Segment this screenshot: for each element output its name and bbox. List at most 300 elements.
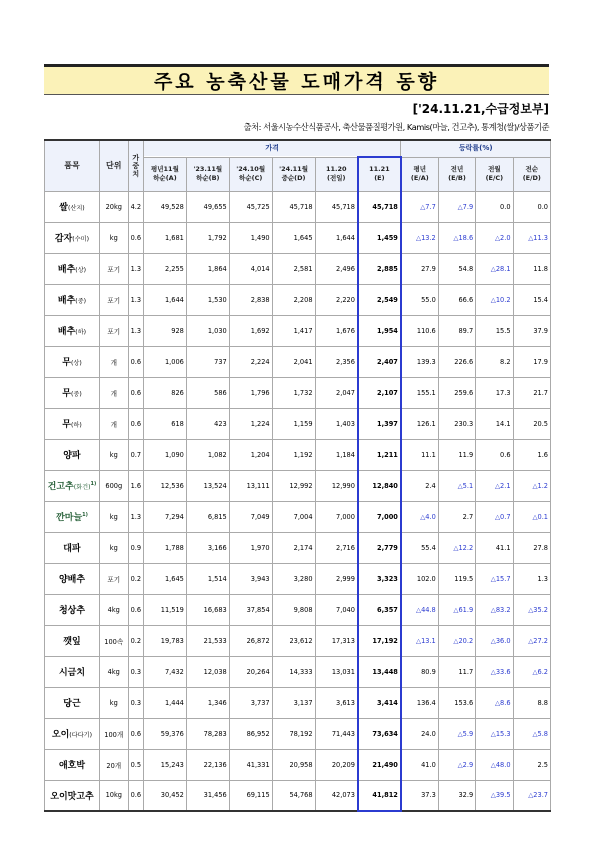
weight-cell: 0.2 bbox=[128, 625, 143, 656]
today-price-cell: 13,448 bbox=[358, 656, 401, 687]
rate-cell: △0.1 bbox=[513, 501, 550, 532]
unit-cell: 개 bbox=[99, 377, 128, 408]
price-cell: 45,718 bbox=[315, 191, 358, 222]
weight-cell: 0.6 bbox=[128, 718, 143, 749]
table-row bbox=[45, 749, 551, 780]
header-price-col bbox=[315, 157, 358, 191]
rate-cell: 21.7 bbox=[513, 377, 550, 408]
price-cell: 3,166 bbox=[186, 532, 229, 563]
price-cell: 17,313 bbox=[315, 625, 358, 656]
table-row bbox=[45, 315, 551, 346]
rate-cell: 17.9 bbox=[513, 346, 550, 377]
price-cell: 59,376 bbox=[143, 718, 186, 749]
table-row bbox=[45, 284, 551, 315]
table-row bbox=[45, 718, 551, 749]
price-cell: 7,432 bbox=[143, 656, 186, 687]
price-cell: 1,514 bbox=[186, 563, 229, 594]
rate-cell: 8.8 bbox=[513, 687, 550, 718]
price-cell: 737 bbox=[186, 346, 229, 377]
header-line: 하순(C) bbox=[239, 174, 263, 182]
price-cell: 1,644 bbox=[143, 284, 186, 315]
rate-cell: 153.6 bbox=[438, 687, 475, 718]
unit-cell: 20kg bbox=[99, 191, 128, 222]
header-rate-col bbox=[513, 157, 550, 191]
price-cell: 1,692 bbox=[229, 315, 272, 346]
header-rate-col bbox=[476, 157, 513, 191]
table-row bbox=[45, 780, 551, 811]
unit-cell: 4kg bbox=[99, 656, 128, 687]
rate-cell: △2.0 bbox=[476, 222, 513, 253]
price-cell: 49,655 bbox=[186, 191, 229, 222]
table-row bbox=[45, 439, 551, 470]
unit-cell: 포기 bbox=[99, 284, 128, 315]
price-cell: 41,331 bbox=[229, 749, 272, 780]
footnote-mark: 1) bbox=[82, 512, 88, 518]
item-label: 당근 bbox=[63, 699, 81, 709]
rate-cell: △5.9 bbox=[438, 718, 475, 749]
header-weight: 가중치 bbox=[128, 140, 143, 191]
header-line: '24.11월 bbox=[279, 165, 308, 173]
price-cell: 1,417 bbox=[272, 315, 315, 346]
table-row bbox=[45, 687, 551, 718]
price-cell: 12,038 bbox=[186, 656, 229, 687]
price-cell: 2,999 bbox=[315, 563, 358, 594]
rate-cell: △8.6 bbox=[476, 687, 513, 718]
rate-cell: △48.0 bbox=[476, 749, 513, 780]
rate-cell: 226.6 bbox=[438, 346, 475, 377]
price-cell: 30,452 bbox=[143, 780, 186, 811]
rate-cell: 54.8 bbox=[438, 253, 475, 284]
price-cell: 1,403 bbox=[315, 408, 358, 439]
unit-cell: kg bbox=[99, 501, 128, 532]
item-name bbox=[45, 501, 100, 532]
price-cell: 1,732 bbox=[272, 377, 315, 408]
price-cell: 2,356 bbox=[315, 346, 358, 377]
item-name bbox=[45, 377, 100, 408]
rate-cell: 0.6 bbox=[476, 439, 513, 470]
rate-cell: △83.2 bbox=[476, 594, 513, 625]
price-cell: 1,788 bbox=[143, 532, 186, 563]
price-cell: 3,137 bbox=[272, 687, 315, 718]
item-name bbox=[45, 222, 100, 253]
price-cell: 19,783 bbox=[143, 625, 186, 656]
unit-cell: 포기 bbox=[99, 315, 128, 346]
header-price-col bbox=[186, 157, 229, 191]
rate-cell: 2.4 bbox=[401, 470, 438, 501]
rate-cell: △33.6 bbox=[476, 656, 513, 687]
price-cell: 71,443 bbox=[315, 718, 358, 749]
unit-cell: 10kg bbox=[99, 780, 128, 811]
header-line: (전일) bbox=[326, 174, 346, 182]
item-name bbox=[45, 284, 100, 315]
header-rate-group: 등락률(%) bbox=[401, 140, 551, 157]
price-cell: 7,040 bbox=[315, 594, 358, 625]
item-name bbox=[45, 625, 100, 656]
header-line: 평년11월 bbox=[150, 165, 179, 173]
price-cell: 23,612 bbox=[272, 625, 315, 656]
price-cell: 2,220 bbox=[315, 284, 358, 315]
item-name bbox=[45, 594, 100, 625]
price-cell: 54,768 bbox=[272, 780, 315, 811]
unit-cell: kg bbox=[99, 532, 128, 563]
price-cell: 1,204 bbox=[229, 439, 272, 470]
today-price-cell: 3,323 bbox=[358, 563, 401, 594]
price-cell: 2,224 bbox=[229, 346, 272, 377]
today-price-cell: 17,192 bbox=[358, 625, 401, 656]
price-cell: 1,792 bbox=[186, 222, 229, 253]
rate-cell: 15.4 bbox=[513, 284, 550, 315]
header-line: 전년 bbox=[450, 165, 464, 173]
price-cell: 1,490 bbox=[229, 222, 272, 253]
item-name bbox=[45, 718, 100, 749]
table-row bbox=[45, 594, 551, 625]
header-line: 전순 bbox=[525, 165, 539, 173]
rate-cell: 0.0 bbox=[513, 191, 550, 222]
item-label: 건고추 bbox=[47, 482, 74, 492]
header-line: '23.11월 bbox=[193, 165, 223, 173]
weight-cell: 0.6 bbox=[128, 780, 143, 811]
price-cell: 1,444 bbox=[143, 687, 186, 718]
rate-cell: △18.6 bbox=[438, 222, 475, 253]
today-price-cell: 1,397 bbox=[358, 408, 401, 439]
price-cell: 78,283 bbox=[186, 718, 229, 749]
item-sub: (중) bbox=[75, 298, 87, 305]
unit-cell: kg bbox=[99, 687, 128, 718]
rate-cell: 139.3 bbox=[401, 346, 438, 377]
weight-cell: 0.5 bbox=[128, 749, 143, 780]
unit-cell: 포기 bbox=[99, 563, 128, 594]
rate-cell: 27.8 bbox=[513, 532, 550, 563]
price-cell: 7,294 bbox=[143, 501, 186, 532]
price-cell: 1,346 bbox=[186, 687, 229, 718]
publisher-label: ['24.11.21,수급정보부] bbox=[412, 102, 549, 116]
header-line: (E/D) bbox=[522, 174, 541, 182]
rate-cell: △23.7 bbox=[513, 780, 550, 811]
header-line: 중순(D) bbox=[281, 174, 306, 182]
price-cell: 826 bbox=[143, 377, 186, 408]
header-line: (E/C) bbox=[485, 174, 504, 182]
price-cell: 37,854 bbox=[229, 594, 272, 625]
price-cell: 1,530 bbox=[186, 284, 229, 315]
price-cell: 1,676 bbox=[315, 315, 358, 346]
weight-cell: 1.3 bbox=[128, 253, 143, 284]
rate-cell: 11.1 bbox=[401, 439, 438, 470]
price-cell: 1,644 bbox=[315, 222, 358, 253]
item-label: 오이맛고추 bbox=[50, 791, 94, 802]
header-line: 11.21 bbox=[369, 165, 390, 174]
rate-cell: 20.5 bbox=[513, 408, 550, 439]
unit-cell: 개 bbox=[99, 346, 128, 377]
table-row bbox=[45, 625, 551, 656]
rate-cell: △20.2 bbox=[438, 625, 475, 656]
rate-cell: 1.3 bbox=[513, 563, 550, 594]
item-label: 깐마늘 bbox=[56, 513, 83, 523]
rate-cell: 102.0 bbox=[401, 563, 438, 594]
price-cell: 20,209 bbox=[315, 749, 358, 780]
weight-cell: 0.6 bbox=[128, 594, 143, 625]
price-cell: 21,533 bbox=[186, 625, 229, 656]
rate-cell: 15.5 bbox=[476, 315, 513, 346]
unit-cell: 600g bbox=[99, 470, 128, 501]
header-line: 하순(A) bbox=[153, 174, 177, 182]
price-cell: 9,808 bbox=[272, 594, 315, 625]
item-label: 오이 bbox=[51, 730, 70, 740]
rate-cell: △28.1 bbox=[476, 253, 513, 284]
header-line: '24.10월 bbox=[236, 165, 266, 173]
rate-cell: 55.4 bbox=[401, 532, 438, 563]
price-cell: 11,519 bbox=[143, 594, 186, 625]
item-name bbox=[45, 532, 100, 563]
item-label: 대파 bbox=[63, 544, 81, 554]
rate-cell: △44.8 bbox=[401, 594, 438, 625]
page-title: 주요 농축산물 도매가격 동향 bbox=[44, 64, 549, 95]
item-name bbox=[45, 439, 100, 470]
table-row bbox=[45, 377, 551, 408]
rate-cell: 110.6 bbox=[401, 315, 438, 346]
price-cell: 1,184 bbox=[315, 439, 358, 470]
rate-cell: △27.2 bbox=[513, 625, 550, 656]
price-cell: 3,280 bbox=[272, 563, 315, 594]
header-price-col bbox=[272, 157, 315, 191]
header-line: 평년 bbox=[413, 165, 427, 173]
source-note: 출처: 서울시농수산식품공사, 축산물품질평가원, Kamis(마늘, 건고추), 통계청(쌀)/상품기준 bbox=[243, 122, 549, 132]
today-price-cell: 3,414 bbox=[358, 687, 401, 718]
price-cell: 2,581 bbox=[272, 253, 315, 284]
table-row bbox=[45, 563, 551, 594]
rate-cell: △0.7 bbox=[476, 501, 513, 532]
today-price-cell: 21,490 bbox=[358, 749, 401, 780]
header-line: (E) bbox=[374, 174, 385, 183]
today-price-cell: 2,885 bbox=[358, 253, 401, 284]
table-row bbox=[45, 222, 551, 253]
item-label: 감자 bbox=[54, 234, 73, 244]
price-cell: 22,136 bbox=[186, 749, 229, 780]
price-cell: 1,006 bbox=[143, 346, 186, 377]
rate-cell: 89.7 bbox=[438, 315, 475, 346]
price-cell: 13,031 bbox=[315, 656, 358, 687]
item-name bbox=[45, 191, 100, 222]
item-label: 양배추 bbox=[58, 575, 86, 585]
today-price-cell: 2,779 bbox=[358, 532, 401, 563]
rate-cell: 0.0 bbox=[476, 191, 513, 222]
table-row bbox=[45, 191, 551, 222]
item-label: 쌀 bbox=[59, 203, 68, 213]
today-price-cell: 7,000 bbox=[358, 501, 401, 532]
rate-cell: △5.1 bbox=[438, 470, 475, 501]
unit-cell: 100개 bbox=[99, 718, 128, 749]
table-row bbox=[45, 501, 551, 532]
item-name bbox=[45, 470, 100, 501]
item-name bbox=[45, 408, 100, 439]
weight-cell: 0.6 bbox=[128, 222, 143, 253]
rate-cell: 66.6 bbox=[438, 284, 475, 315]
price-cell: 6,815 bbox=[186, 501, 229, 532]
item-sub: (수미) bbox=[72, 236, 90, 243]
rate-cell: 119.5 bbox=[438, 563, 475, 594]
header-rate-col bbox=[401, 157, 438, 191]
item-label: 청상추 bbox=[58, 606, 86, 616]
price-cell: 2,716 bbox=[315, 532, 358, 563]
price-cell: 15,243 bbox=[143, 749, 186, 780]
header-price-col bbox=[229, 157, 272, 191]
unit-cell: kg bbox=[99, 222, 128, 253]
rate-cell: 32.9 bbox=[438, 780, 475, 811]
weight-cell: 0.3 bbox=[128, 656, 143, 687]
item-label: 애호박 bbox=[58, 761, 86, 771]
rate-cell: △15.3 bbox=[476, 718, 513, 749]
item-label: 무 bbox=[62, 420, 71, 430]
today-price-cell: 1,459 bbox=[358, 222, 401, 253]
table-row bbox=[45, 656, 551, 687]
rate-cell: 155.1 bbox=[401, 377, 438, 408]
table-row bbox=[45, 253, 551, 284]
item-sub: (상) bbox=[75, 267, 87, 274]
today-price-cell: 1,211 bbox=[358, 439, 401, 470]
weight-cell: 1.3 bbox=[128, 284, 143, 315]
item-sub: (다다기) bbox=[69, 732, 93, 739]
item-sub: (하) bbox=[75, 329, 87, 336]
header-line: (E/A) bbox=[410, 174, 429, 182]
rate-cell: 136.4 bbox=[401, 687, 438, 718]
header-line: 11.20 bbox=[325, 165, 347, 173]
price-cell: 1,030 bbox=[186, 315, 229, 346]
item-label: 배추 bbox=[57, 327, 76, 337]
unit-cell: 개 bbox=[99, 408, 128, 439]
header-price-group: 가격 bbox=[143, 140, 400, 157]
today-price-cell: 41,812 bbox=[358, 780, 401, 811]
price-cell: 20,264 bbox=[229, 656, 272, 687]
price-cell: 31,456 bbox=[186, 780, 229, 811]
rate-cell: △6.2 bbox=[513, 656, 550, 687]
price-cell: 3,737 bbox=[229, 687, 272, 718]
today-price-cell: 73,634 bbox=[358, 718, 401, 749]
header-rate-col bbox=[438, 157, 475, 191]
price-cell: 423 bbox=[186, 408, 229, 439]
item-label: 깻잎 bbox=[63, 637, 81, 647]
rate-cell: △35.2 bbox=[513, 594, 550, 625]
price-cell: 12,990 bbox=[315, 470, 358, 501]
item-name bbox=[45, 687, 100, 718]
price-cell: 2,047 bbox=[315, 377, 358, 408]
rate-cell: 1.6 bbox=[513, 439, 550, 470]
unit-cell: kg bbox=[99, 439, 128, 470]
price-cell: 7,004 bbox=[272, 501, 315, 532]
item-label: 무 bbox=[62, 358, 71, 368]
today-price-cell: 2,407 bbox=[358, 346, 401, 377]
price-cell: 1,090 bbox=[143, 439, 186, 470]
header-price-col bbox=[143, 157, 186, 191]
price-cell: 1,159 bbox=[272, 408, 315, 439]
price-cell: 12,536 bbox=[143, 470, 186, 501]
rate-cell: 11.9 bbox=[438, 439, 475, 470]
price-cell: 20,958 bbox=[272, 749, 315, 780]
rate-cell: △13.2 bbox=[401, 222, 438, 253]
today-price-cell: 12,840 bbox=[358, 470, 401, 501]
rate-cell: △1.2 bbox=[513, 470, 550, 501]
price-cell: 3,613 bbox=[315, 687, 358, 718]
today-price-cell: 45,718 bbox=[358, 191, 401, 222]
item-sub: (산지) bbox=[67, 205, 85, 212]
price-cell: 586 bbox=[186, 377, 229, 408]
weight-cell: 1.3 bbox=[128, 315, 143, 346]
price-cell: 1,864 bbox=[186, 253, 229, 284]
weight-cell: 1.3 bbox=[128, 501, 143, 532]
price-cell: 49,528 bbox=[143, 191, 186, 222]
header-line: (E/B) bbox=[448, 174, 466, 182]
price-cell: 1,192 bbox=[272, 439, 315, 470]
item-label: 양파 bbox=[63, 451, 81, 461]
rate-cell: △4.0 bbox=[401, 501, 438, 532]
price-cell: 2,041 bbox=[272, 346, 315, 377]
price-cell: 16,683 bbox=[186, 594, 229, 625]
price-cell: 14,333 bbox=[272, 656, 315, 687]
rate-cell: △61.9 bbox=[438, 594, 475, 625]
unit-cell: 포기 bbox=[99, 253, 128, 284]
rate-cell: 41.0 bbox=[401, 749, 438, 780]
rate-cell: △39.5 bbox=[476, 780, 513, 811]
table-row bbox=[45, 408, 551, 439]
price-cell: 7,049 bbox=[229, 501, 272, 532]
rate-cell: 11.7 bbox=[438, 656, 475, 687]
rate-cell: △11.3 bbox=[513, 222, 550, 253]
price-cell: 1,681 bbox=[143, 222, 186, 253]
rate-cell: △2.9 bbox=[438, 749, 475, 780]
weight-cell: 0.6 bbox=[128, 377, 143, 408]
price-cell: 1,224 bbox=[229, 408, 272, 439]
unit-cell: 100속 bbox=[99, 625, 128, 656]
rate-cell: 24.0 bbox=[401, 718, 438, 749]
table-row bbox=[45, 346, 551, 377]
rate-cell: 230.3 bbox=[438, 408, 475, 439]
price-cell: 7,000 bbox=[315, 501, 358, 532]
rate-cell: △7.9 bbox=[438, 191, 475, 222]
weight-cell: 4.2 bbox=[128, 191, 143, 222]
price-cell: 2,255 bbox=[143, 253, 186, 284]
rate-cell: 14.1 bbox=[476, 408, 513, 439]
rate-cell: △5.8 bbox=[513, 718, 550, 749]
item-name bbox=[45, 253, 100, 284]
item-label: 무 bbox=[62, 389, 71, 399]
rate-cell: △12.2 bbox=[438, 532, 475, 563]
price-cell: 2,496 bbox=[315, 253, 358, 284]
price-cell: 1,796 bbox=[229, 377, 272, 408]
price-cell: 2,838 bbox=[229, 284, 272, 315]
unit-cell: 4kg bbox=[99, 594, 128, 625]
item-name bbox=[45, 656, 100, 687]
rate-cell: △7.7 bbox=[401, 191, 438, 222]
item-sub: (화건) bbox=[73, 484, 91, 491]
rate-cell: 37.9 bbox=[513, 315, 550, 346]
today-price-cell: 2,107 bbox=[358, 377, 401, 408]
unit-cell: 20개 bbox=[99, 749, 128, 780]
price-cell: 1,082 bbox=[186, 439, 229, 470]
rate-cell: △10.2 bbox=[476, 284, 513, 315]
item-label: 시금치 bbox=[58, 668, 86, 678]
price-cell: 12,992 bbox=[272, 470, 315, 501]
table-row bbox=[45, 532, 551, 563]
rate-cell: △13.1 bbox=[401, 625, 438, 656]
price-cell: 1,645 bbox=[272, 222, 315, 253]
price-cell: 2,208 bbox=[272, 284, 315, 315]
rate-cell: 8.2 bbox=[476, 346, 513, 377]
price-cell: 928 bbox=[143, 315, 186, 346]
price-cell: 42,073 bbox=[315, 780, 358, 811]
item-sub: (중) bbox=[70, 391, 82, 398]
header-line: 전월 bbox=[488, 165, 501, 173]
today-price-cell: 2,549 bbox=[358, 284, 401, 315]
price-cell: 2,174 bbox=[272, 532, 315, 563]
weight-cell: 0.7 bbox=[128, 439, 143, 470]
